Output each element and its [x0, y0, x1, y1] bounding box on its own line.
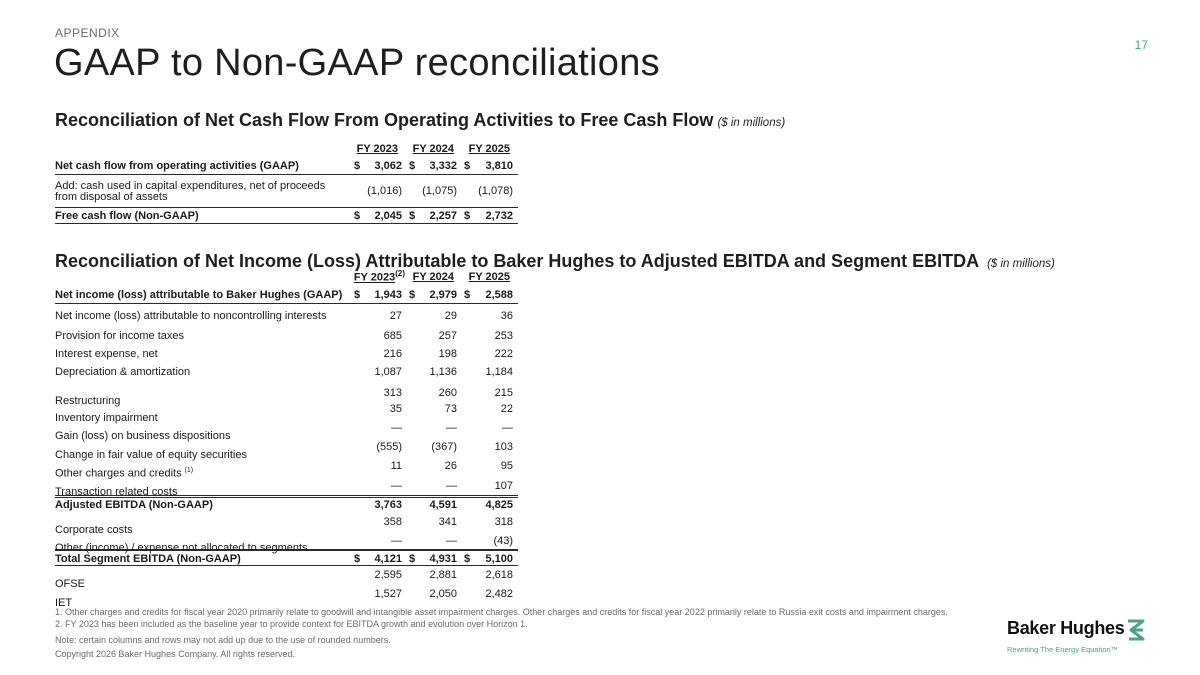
dollar-sign: $: [354, 289, 361, 301]
cell-value: 22: [500, 403, 513, 415]
cell-value: 35: [389, 403, 402, 415]
cell-value: 1,943: [374, 289, 402, 301]
row-label: OFSE: [55, 578, 85, 590]
ebitda-col-header: FY 2023$^{(2)}$: [353, 269, 405, 284]
cell-value: 4,825: [485, 499, 513, 511]
cell-value: 1,087: [374, 366, 402, 378]
row-label: Other (income) / expense not allocated to segments: [55, 542, 308, 554]
page-number: 17: [1134, 38, 1148, 52]
cell-value: 260: [438, 387, 457, 399]
table-row: [55, 422, 518, 442]
table-row: [55, 586, 518, 609]
baker-hughes-mark-icon: [1125, 618, 1147, 642]
cell-value: 27: [389, 310, 402, 322]
table-row: [55, 515, 518, 536]
cell-value: 2,595: [374, 569, 402, 581]
cell-value: 222: [494, 348, 513, 360]
cell-value: 11: [390, 460, 402, 472]
dollar-sign: $: [354, 553, 361, 565]
cell-value: 4,591: [429, 499, 457, 511]
cell-value: 341: [438, 516, 457, 528]
cell-value: 2,732: [485, 210, 513, 222]
table-row: [55, 366, 518, 382]
dollar-sign: $: [464, 160, 471, 172]
fcf-col-header: FY 2024: [412, 143, 454, 155]
cell-value: (1,078): [478, 185, 513, 197]
cell-value: 2,979: [429, 289, 457, 301]
appendix-label: APPENDIX: [55, 26, 120, 40]
row-label: IET: [55, 597, 73, 609]
dollar-sign: $: [354, 210, 361, 222]
row-label: Adjusted EBITDA (Non-GAAP): [55, 499, 213, 511]
cell-value: 2,257: [429, 210, 457, 222]
table-row: [55, 550, 518, 566]
table-row: [55, 568, 518, 590]
cell-value: 253: [494, 330, 513, 342]
cell-value: 95: [500, 460, 513, 472]
row-label: Inventory impairment: [55, 412, 158, 424]
cell-value: 2,588: [485, 289, 513, 301]
fcf-col-header: FY 2023: [356, 143, 398, 155]
footnote-ref: (1): [184, 467, 194, 474]
dollar-sign: $: [464, 289, 471, 301]
fcf-title: Reconciliation of Net Cash Flow From Operating Activities to Free Cash Flow: [55, 110, 714, 130]
row-label: Gain (loss) on business dispositions: [55, 430, 231, 442]
cell-value: —: [391, 535, 402, 547]
cell-value: 3,062: [374, 160, 402, 172]
table-row: [55, 534, 518, 554]
cell-value: (43): [493, 535, 513, 547]
footnotes: [55, 607, 948, 630]
row-label: Total Segment EBITDA (Non-GAAP): [55, 553, 241, 565]
cell-value: 685: [383, 330, 402, 342]
row-label: Restructuring: [55, 395, 121, 407]
cell-value: 358: [383, 516, 402, 528]
cell-value: (1,075): [422, 185, 457, 197]
cell-value: 313: [383, 387, 402, 399]
cell-value: —: [446, 480, 457, 492]
logo-tagline: Rewriting The Energy Equation™: [1007, 645, 1119, 654]
table-row: [55, 329, 518, 345]
ebitda-title: Reconciliation of Net Income (Loss) Attributable to Baker Hughes to Adjusted EBITDA and Segment EBITDA: [55, 251, 980, 271]
fcf-section-title: [55, 110, 785, 131]
table-row: [55, 207, 518, 224]
cell-value: 216: [383, 348, 402, 360]
table-row: [55, 403, 518, 424]
copyright: Copyright 2026 Baker Hughes Company. All rights reserved.: [55, 649, 295, 659]
row-label: Other charges and credits $^{(1)}$: [55, 467, 194, 480]
footnote: 1. Other charges and credits for fiscal year 2020 primarily relate to goodwill and intangible asset impairment charges. Other charges and credits for fiscal year 2022 primarily relate to Russia exit costs and impairment charges.: [55, 607, 948, 617]
cell-value: 2,045: [374, 210, 402, 222]
cell-value: 107: [494, 480, 513, 492]
cell-value: 36: [500, 310, 513, 322]
cell-value: 1,184: [485, 366, 513, 378]
dollar-sign: $: [409, 553, 416, 565]
cell-value: (555): [376, 441, 402, 453]
cell-value: 26: [444, 460, 457, 472]
fcf-col-header: FY 2025: [468, 143, 510, 155]
cell-value: 318: [494, 516, 513, 528]
rounding-note: Note: certain columns and rows may not add up due to the use of rounded numbers.: [55, 635, 391, 645]
cell-value: 73: [444, 403, 457, 415]
row-label: Corporate costs: [55, 524, 133, 536]
ebitda-col-header: FY 2024: [412, 271, 454, 283]
cell-value: (367): [431, 441, 457, 453]
table-row: [55, 497, 518, 512]
cell-value: —: [391, 422, 402, 434]
table-row: [55, 287, 518, 304]
cell-value: (1,016): [367, 185, 402, 197]
cell-value: 4,931: [429, 553, 457, 565]
cell-value: 2,618: [485, 569, 513, 581]
row-label: Net income (loss) attributable to Baker Hughes (GAAP): [55, 289, 343, 301]
cell-value: 2,050: [429, 588, 457, 600]
row-label: Change in fair value of equity securities: [55, 449, 247, 461]
row-label: Provision for income taxes: [55, 330, 184, 342]
dollar-sign: $: [409, 160, 416, 172]
baker-hughes-logo: [1007, 618, 1157, 658]
page-title: GAAP to Non-GAAP reconciliations: [54, 42, 660, 84]
row-label: Depreciation & amortization: [55, 366, 191, 378]
table-row: [55, 309, 518, 325]
cell-value: —: [502, 422, 513, 434]
cell-value: 257: [438, 330, 457, 342]
cell-value: 29: [444, 310, 457, 322]
row-label-continued: from disposal of assets: [55, 191, 168, 203]
cell-value: 215: [494, 387, 513, 399]
cell-value: —: [446, 422, 457, 434]
cell-value: 1,136: [429, 366, 457, 378]
dollar-sign: $: [464, 553, 471, 565]
dollar-sign: $: [409, 289, 416, 301]
fcf-table: [55, 142, 518, 227]
table-row: [55, 441, 518, 461]
footnote: 2. FY 2023 has been included as the baseline year to provide context for EBITDA growth and evolution over Horizon 1.: [55, 618, 528, 629]
cell-value: 3,810: [485, 160, 513, 172]
table-row: [55, 180, 518, 206]
cell-value: 5,100: [485, 553, 513, 565]
cell-value: 3,763: [374, 499, 402, 511]
cell-value: —: [446, 535, 457, 547]
cell-value: 2,482: [485, 588, 513, 600]
cell-value: —: [391, 480, 402, 492]
dollar-sign: $: [464, 210, 471, 222]
dollar-sign: $: [354, 160, 361, 172]
row-label: Interest expense, net: [55, 348, 158, 360]
ebitda-table: [55, 268, 518, 608]
cell-value: 3,332: [429, 160, 457, 172]
cell-value: 2,881: [429, 569, 457, 581]
row-label: Net income (loss) attributable to noncontrolling interests: [55, 310, 327, 322]
cell-value: 198: [438, 348, 457, 360]
cell-value: 1,527: [374, 588, 402, 600]
cell-value: 4,121: [374, 553, 402, 565]
table-row: [55, 159, 518, 175]
table-row: [55, 348, 518, 364]
table-row: [55, 460, 518, 480]
dollar-sign: $: [409, 210, 416, 222]
fcf-units: ($ in millions): [717, 117, 786, 129]
cell-value: 103: [494, 441, 513, 453]
table-row: [55, 385, 518, 407]
table-row: [55, 480, 518, 496]
row-label: Transaction related costs: [55, 486, 178, 498]
logo-wordmark: Baker Hughes: [1007, 618, 1125, 638]
ebitda-col-header: FY 2025: [468, 271, 510, 283]
ebitda-units: ($ in millions): [987, 258, 1055, 270]
row-label: Free cash flow (Non-GAAP): [55, 210, 199, 222]
row-label: Add: cash used in capital expenditures, net of proceeds: [55, 180, 326, 192]
row-label: Net cash flow from operating activities (GAAP): [55, 160, 299, 172]
